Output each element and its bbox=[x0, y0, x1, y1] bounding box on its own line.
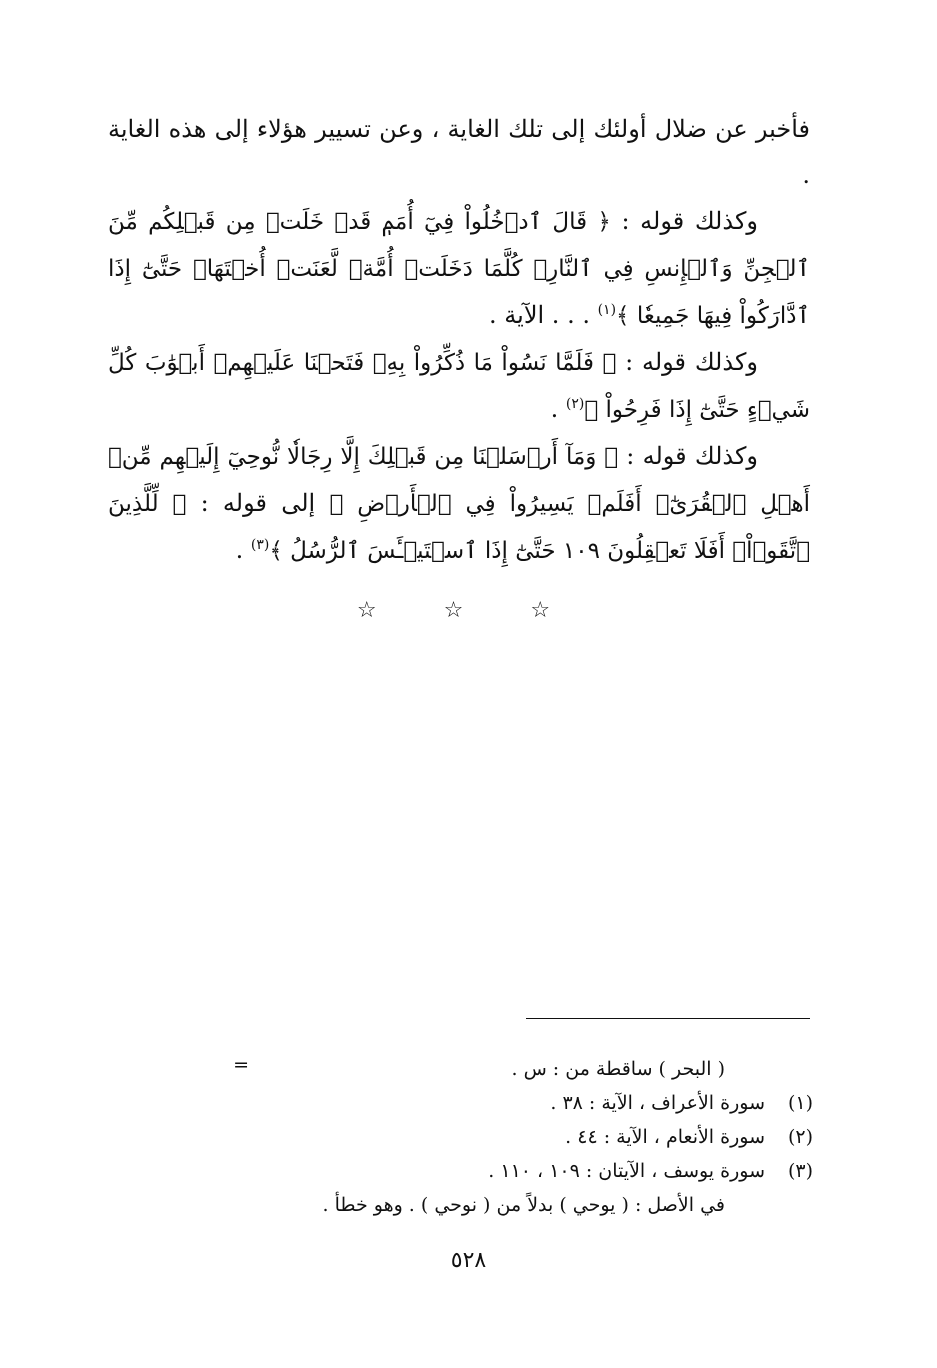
footnote-separator-line bbox=[526, 1018, 810, 1019]
quote-middle: إلى قوله : bbox=[186, 489, 330, 517]
paragraph-text: فأخبر عن ضلال أولئك إلى تلك الغاية ، وعن تسيير هؤلاء إلى هذه الغاية . bbox=[108, 115, 810, 189]
footnote-1 bbox=[113, 1086, 813, 1120]
quote-lead: وكذلك قوله : bbox=[610, 207, 758, 235]
quote-tail: . . . الآية . bbox=[489, 301, 598, 329]
footnote-ref: (٢) bbox=[565, 396, 585, 412]
paragraph-quote-2 bbox=[108, 339, 810, 433]
paragraph-quote-3 bbox=[108, 433, 810, 574]
section-divider-stars: ☆ ☆ ☆ bbox=[356, 598, 581, 623]
footnote-3 bbox=[113, 1154, 813, 1188]
paragraph-intro bbox=[108, 106, 810, 198]
main-text bbox=[108, 106, 810, 574]
quote-lead: وكذلك قوله : bbox=[618, 442, 758, 470]
page-number: ٥٢٨ bbox=[450, 1248, 487, 1273]
footnote-ref: (١) bbox=[597, 302, 617, 318]
footnote-continuation-mark: = bbox=[233, 1054, 249, 1076]
paragraph-quote-1 bbox=[108, 198, 810, 339]
footnote-text: سورة الأنعام ، الآية : ٤٤ . bbox=[565, 1126, 765, 1148]
quote-lead: وكذلك قوله : bbox=[616, 348, 758, 376]
footnote-text: سورة يوسف ، الآيتان : ١٠٩ ، ١١٠ . bbox=[488, 1160, 765, 1182]
footnote-2 bbox=[113, 1120, 813, 1154]
quran-verse: ﴿ فَلَمَّا نَسُواْ مَا ذُكِّرُواْ بِهِۦ فَتَحۡنَا عَلَيۡهِمۡ أَبۡوَٰبَ كُلِّ شَيۡءٍ حَتَّىٰٓ إِذَا فَرِحُواْ ﴾ bbox=[108, 350, 810, 423]
footnote-ref: (٣) bbox=[250, 537, 270, 553]
quran-verse: ﴿ وَمَآ أَرۡسَلۡنَا مِن قَبۡلِكَ إِلَّا رِجَالٗا نُّوحِيٓ إِلَيۡهِم مِّنۡ أَهۡلِ ٱلۡقُرَىٰٓۗ أَفَلَمۡ يَسِيرُواْ فِي ٱلۡأَرۡضِ ﴾ bbox=[108, 444, 811, 517]
footnote-3-continuation: في الأصل : ( يوحي ) بدلاً من ( نوحي ) . وهو خطأ . bbox=[322, 1194, 725, 1216]
quran-verse-second: ﴿ لِّلَّذِينَ ٱتَّقَوۡاْۚ أَفَلَا تَعۡقِلُونَ ١٠٩ حَتَّىٰٓ إِذَا ٱسۡتَيۡـَٔسَ ٱلرُّسُلُ ﴾ bbox=[108, 491, 810, 564]
footnote-text: سورة الأعراف ، الآية : ٣٨ . bbox=[550, 1092, 765, 1114]
footnote-marker: (٣) bbox=[787, 1160, 813, 1182]
footnote-continuation: ( البحر ) ساقطة من : س . bbox=[511, 1058, 725, 1080]
footnote-marker: (١) bbox=[787, 1092, 813, 1114]
quote-tail: . bbox=[235, 536, 251, 564]
quote-tail: . bbox=[550, 395, 566, 423]
footnotes bbox=[113, 1052, 813, 1222]
footnote-marker: (٢) bbox=[787, 1126, 813, 1148]
quran-verse: ﴿ قَالَ ٱدۡخُلُواْ فِيٓ أُمَمٖ قَدۡ خَلَتۡ مِن قَبۡلِكُم مِّنَ ٱلۡجِنِّ وَٱلۡإِنسِ فِي ٱلنَّارِۖ كُلَّمَا دَخَلَتۡ أُمَّةٞ لَّعَنَتۡ أُخۡتَهَاۖ حَتَّىٰٓ إِذَا ٱدَّارَكُواْ فِيهَا جَمِيعٗا ﴾ bbox=[108, 209, 810, 329]
